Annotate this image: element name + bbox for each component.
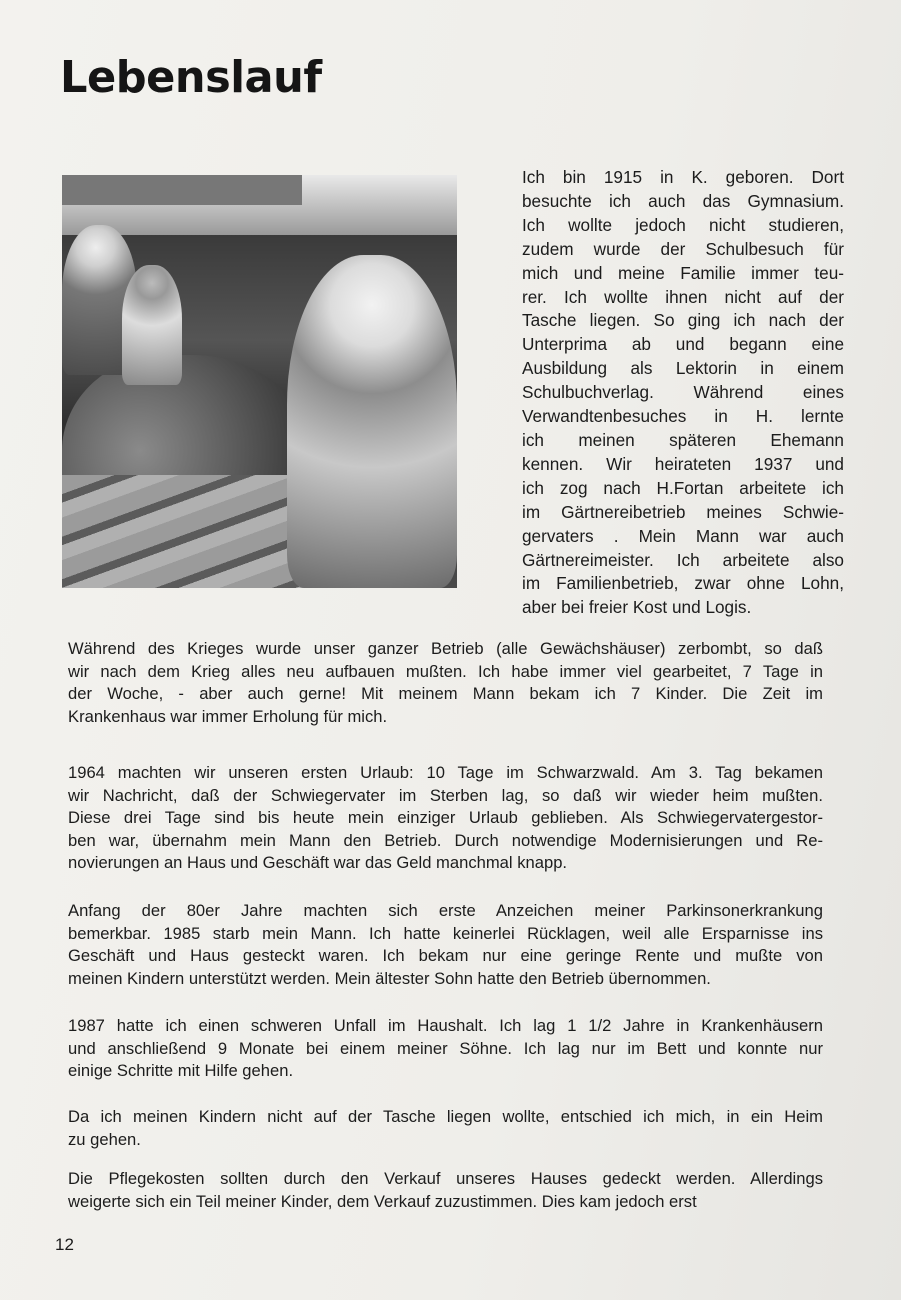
text-line: gervaters . Mein Mann war auch [522, 525, 844, 546]
photo-log-planter [62, 475, 312, 588]
text-line: Ich wollte jedoch nicht studieren, [522, 214, 844, 235]
text-line: einige Schritte mit Hilfe gehen. [68, 1061, 294, 1080]
text-line: im Familienbetrieb, zwar ohne Lohn, [522, 573, 844, 594]
text-line: 1987 hatte ich einen schweren Unfall im Haushalt. Ich lag 1 1/2 Jahre in Krankenhäusern [68, 1016, 823, 1035]
paragraph [68, 1168, 823, 1213]
text-line: wir nach dem Krieg alles neu aufbauen mußten. Ich habe immer viel gearbeitet, 7 Tage in [68, 661, 823, 681]
paragraph [68, 638, 823, 728]
text-line: im Gärtnereibetrieb meines Schwie- [522, 501, 844, 522]
text-line: Geschäft und Haus gesteckt waren. Ich bekam nur eine geringe Rente und mußte von [68, 946, 823, 965]
text-line: 1964 machten wir unseren ersten Urlaub: 10 Tage im Schwarzwald. Am 3. Tag bekamen [68, 763, 823, 782]
text-line: und anschließend 9 Monate bei einem meiner Söhne. Ich lag nur im Bett und konnte nur [68, 1038, 823, 1058]
paragraph [68, 1015, 823, 1083]
text-line: ben war, übernahm mein Mann den Betrieb. Durch notwendige Modernisierungen und Re- [68, 830, 823, 850]
photo-roof [62, 175, 302, 205]
text-line: novierungen an Haus und Geschäft war das Geld manchmal knapp. [68, 853, 568, 872]
text-line: rer. Ich wollte ihnen nicht auf der [522, 286, 844, 307]
text-line: zudem wurde der Schulbesuch für [522, 238, 844, 259]
paragraph [68, 762, 823, 875]
text-line: Gärtnereimeister. Ich arbeitete also [522, 549, 844, 570]
page-number: 12 [55, 1235, 74, 1254]
text-line: weigerte sich ein Teil meiner Kinder, dem Verkauf zuzustimmen. Dies kam jedoch erst [68, 1191, 697, 1211]
photo-person [122, 265, 182, 385]
text-line: bemerkbar. 1985 starb mein Mann. Ich hatte keinerlei Rücklagen, weil alle Ersparnisse ins [68, 923, 823, 943]
paragraph [68, 900, 823, 990]
text-line: Tasche liegen. So ging ich nach der [522, 310, 844, 331]
text-line: besuchte ich auch das Gymnasium. [522, 190, 844, 211]
text-line: Da ich meinen Kindern nicht auf der Tasche liegen wollte, entschied ich mich, in ein Heim [68, 1107, 823, 1126]
text-line: kennen. Wir heirateten 1937 und [522, 453, 844, 474]
text-line: Ich bin 1915 in K. geboren. Dort [522, 167, 844, 187]
text-line: der Woche, - aber auch gerne! Mit meinem Mann bekam ich 7 Kinder. Die Zeit im [68, 684, 823, 703]
text-line: Unterprima ab und begann eine [522, 334, 844, 355]
intro-column [522, 166, 844, 620]
page-title: Lebenslauf [60, 52, 322, 103]
photo-person [287, 255, 457, 588]
photo [62, 175, 457, 588]
text-line: Diese drei Tage sind bis heute mein einziger Urlaub geblieben. Als Schwiegervatergestor- [68, 808, 823, 827]
text-line: ich zog nach H.Fortan arbeitete ich [522, 477, 844, 498]
text-line: Schulbuchverlag. Während eines [522, 382, 844, 403]
paragraph [68, 1106, 823, 1151]
text-line: wir Nachricht, daß der Schwiegervater im Sterben lag, so daß wir wieder heim mußten. [68, 785, 823, 805]
text-line: Die Pflegekosten sollten durch den Verkauf unseres Hauses gedeckt werden. Allerdings [68, 1169, 823, 1188]
text-line: aber bei freier Kost und Logis. [522, 597, 752, 618]
text-line: ich meinen späteren Ehemann [522, 429, 844, 450]
text-line: zu gehen. [68, 1129, 141, 1149]
text-line: Verwandtenbesuches in H. lernte [522, 406, 844, 427]
text-line: Krankenhaus war immer Erholung für mich. [68, 706, 388, 726]
text-line: Während des Krieges wurde unser ganzer Betrieb (alle Gewächshäuser) zerbombt, so daß [68, 639, 823, 658]
text-line: Ausbildung als Lektorin in einem [522, 358, 844, 379]
text-line: meinen Kindern unterstützt werden. Mein ältester Sohn hatte den Betrieb übernommen. [68, 968, 711, 988]
text-line: mich und meine Familie immer teu- [522, 262, 844, 283]
text-line: Anfang der 80er Jahre machten sich erste Anzeichen meiner Parkinsonerkrankung [68, 901, 823, 920]
